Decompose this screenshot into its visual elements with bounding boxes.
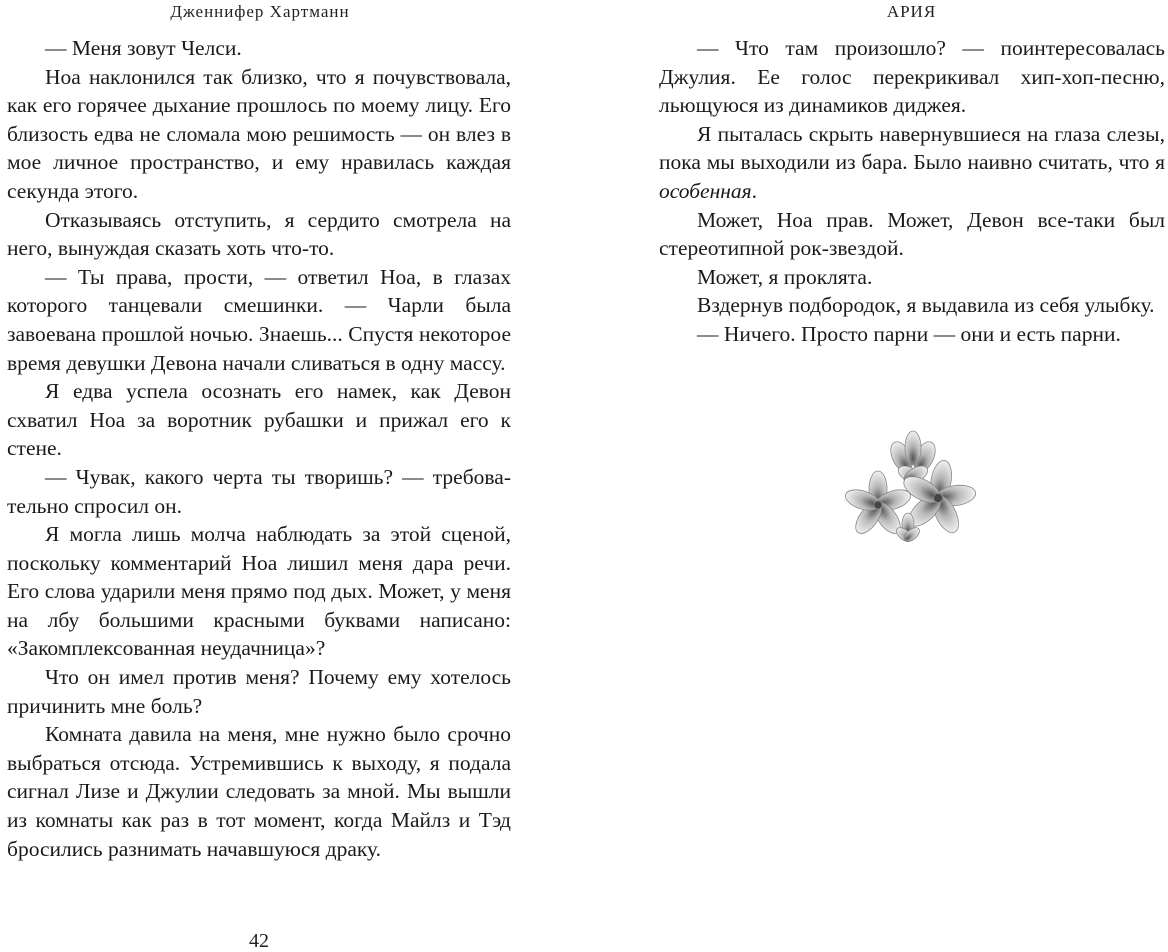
paragraph: Может, Ноа прав. Может, Девон все-таки был стереотипной рок-звездой.: [659, 207, 1165, 261]
paragraph: Комната давила на меня, мне нужно было срочно выбраться отсюда. Устремившись к выходу, я подала сигнал Лизе и Джулии следовать за мной. Мы вышли из комнаты как раз в тот момент, когда Майлз и Тэд бросились разнимать начавшуюся драку.: [7, 722, 511, 861]
right-page-text: [659, 34, 1165, 349]
paragraph: — Что там произошло? — поинтересовалась Джулия. Ее голос перекрикивал хип-хоп-песню, льющуюся из динамиков диджея.: [659, 36, 1165, 118]
paragraph-text: Я пыталась скрыть навернувшиеся на глаза слезы, пока мы выходили из бара. Было наивно считать, что я: [659, 121, 1165, 175]
emphasis-text: особенная: [659, 178, 752, 203]
paragraph: — Ты права, прости, — ответил Ноа, в глазах которого танцевали смешинки. — Чарли была завоевана прошлой ночью. Знаешь... Спустя некоторое время девушки Девона начали сливаться в одну массу.: [7, 264, 511, 375]
page-number: 42: [249, 930, 269, 952]
paragraph: — Ничего. Просто парни — они и есть парни.: [697, 321, 1121, 346]
paragraph: Я могла лишь молча наблюдать за этой сценой, поскольку комментарий Ноа лишил меня дара речи. Его слова ударили меня прямо под дых. Может, у меня на лбу большими красными буквами написано: «Закомплексованная неудачница»?: [7, 522, 511, 661]
paragraph: Я едва успела осознать его намек, как Девон схватил Ноа за воротник рубашки и прижал его к стене.: [7, 379, 511, 461]
running-head-title: АРИЯ: [886, 2, 937, 21]
paragraph: Ноа наклонился так близко, что я почувствовала, как его горячее дыхание прошлось по моему лицу. Его близость едва не сломала мою решимость — он влез в мое личное пространство, и ему нравилась каждая секунда этого.: [7, 64, 511, 203]
paragraph: — Чувак, какого черта ты творишь? — требовательно спросил он.: [7, 464, 511, 518]
paragraph: Отказываясь отступить, я сердито смотрела на него, вынуждая сказать хоть что-то.: [7, 207, 511, 261]
paragraph: — Меня зовут Челси.: [45, 36, 242, 60]
paragraph: Что он имел против меня? Почему ему хотелось причинить мне боль?: [7, 665, 511, 718]
paragraph: Может, я проклята.: [697, 264, 873, 289]
magnolia-flowers-icon: [838, 430, 988, 550]
paragraph: Вздернув подбородок, я выдавила из себя улыбку.: [697, 293, 1155, 318]
paragraph: [659, 120, 1165, 206]
left-page-text: [7, 34, 511, 863]
running-head-author: Дженнифер Хартманн: [170, 2, 350, 21]
paragraph-text-end: .: [751, 178, 758, 203]
